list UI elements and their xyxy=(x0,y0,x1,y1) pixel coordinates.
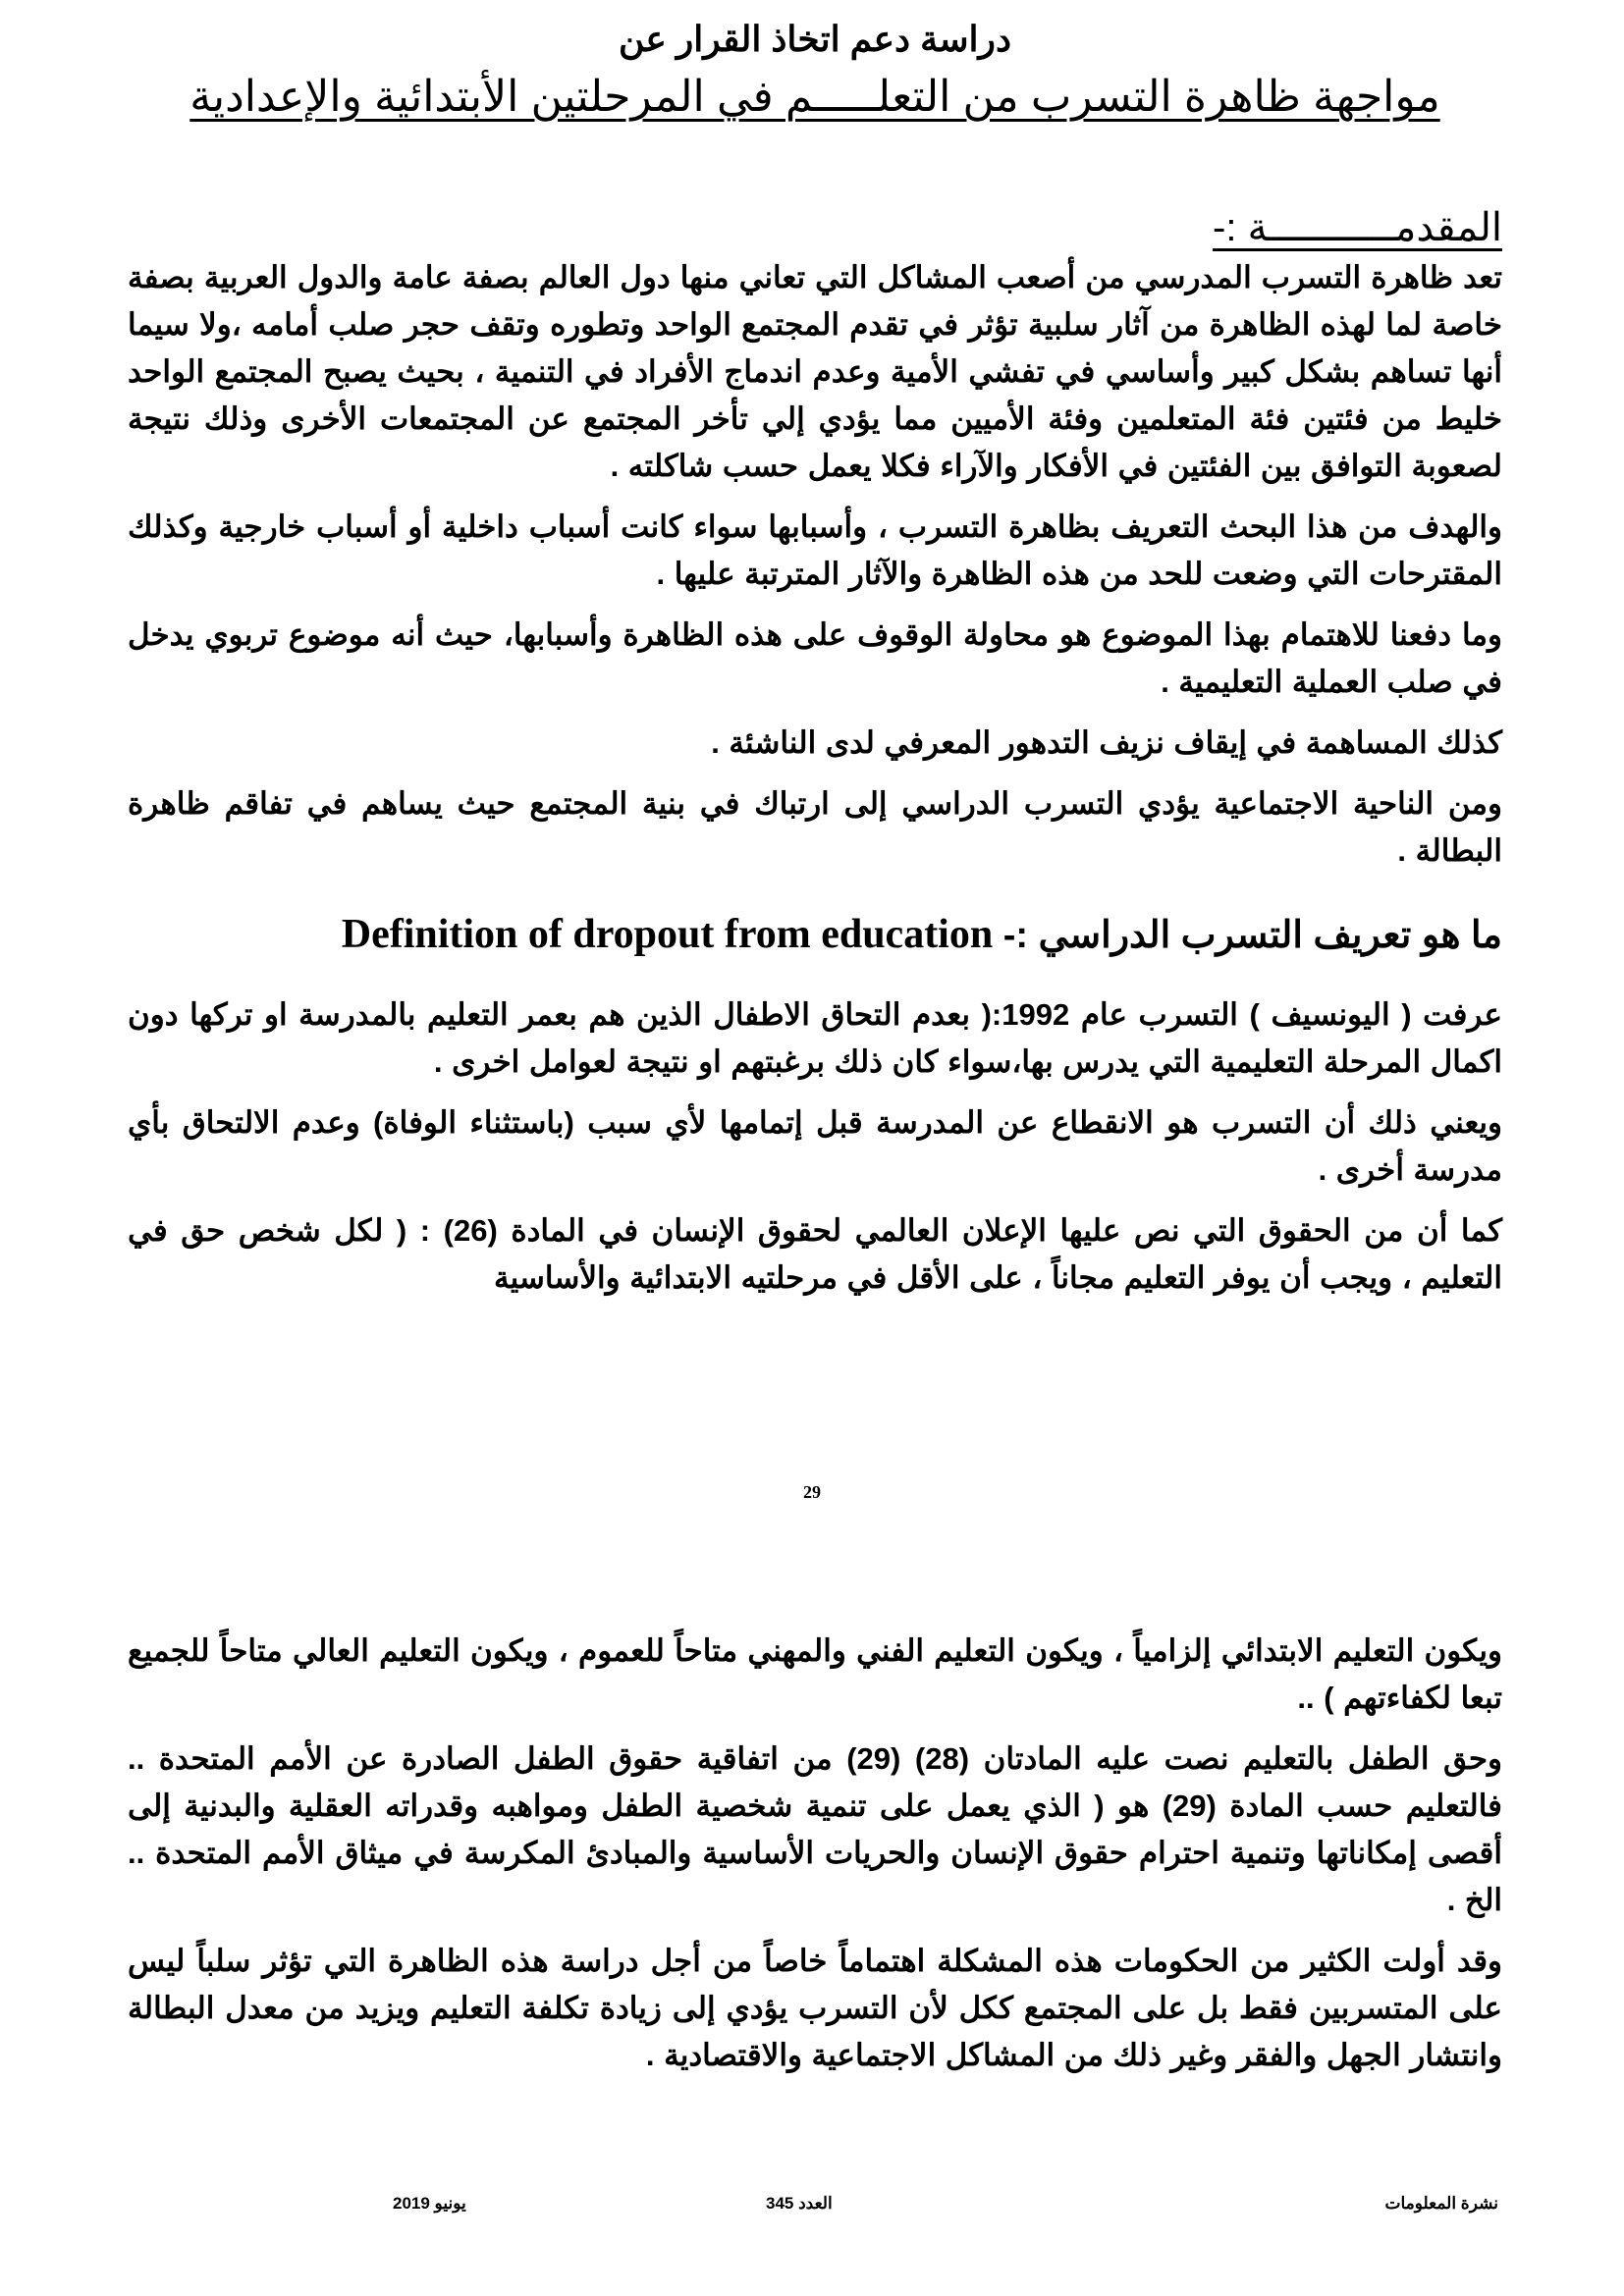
definition-heading xyxy=(128,908,1502,962)
first-page-body xyxy=(128,201,1502,1302)
document-subtitle: مواجهة ظاهرة التسرب من التعلـــــم في المرحلتين الأبتدائية والإعدادية xyxy=(189,73,1440,121)
intro-paragraph: والهدف من هذا البحث التعريف بظاهرة التسرب ، وأسبابها سواء كانت أسباب داخلية أو أسباب خارجية وكذلك المقترحات التي وضعت للحد من هذه الظاهرة والآثار المترتبة عليها . xyxy=(128,509,1502,591)
document-title: دراسة دعم اتخاذ القرار عن xyxy=(619,19,1011,59)
footer-issue: العدد 345 xyxy=(766,2194,833,2213)
continuation-paragraph: وحق الطفل بالتعليم نصت عليه المادتان (28) (29) من اتفاقية حقوق الطفل الصادرة عن الأمم المتحدة .. فالتعليم حسب المادة (29) هو ( الذي يعمل على تنمية شخصية الطفل ومواهبه وقدراته العقلية والبدنية إلى أقصى إمكاناتها وتنمية احترام حقوق الإنسان والحريات الأساسية والمبادئ المكرسة في ميثاق الأمم المتحدة .. الخ . xyxy=(128,1741,1502,1917)
definition-heading-arabic: ما هو تعريف التسرب الدراسي :- xyxy=(993,915,1502,956)
definition-paragraph: عرفت ( اليونسيف ) التسرب عام 1992:( بعدم التحاق الاطفال الذين هم بعمر التعليم بالمدرسة او تركها دون اكمال المرحلة التعليمية التي يدرس بها،سواء كان ذلك برغبتهم او نتيجة لعوامل اخرى . xyxy=(128,997,1502,1079)
page-number: 29 xyxy=(803,1482,821,1502)
footer-publication: نشرة المعلومات xyxy=(1384,2194,1498,2213)
continuation-paragraph: ويكون التعليم الابتدائي إلزامياً ، ويكون التعليم الفني والمهني متاحاً للعموم ، ويكون التعليم العالي متاحاً للجميع تبعا لكفاءتهم ) .. xyxy=(128,1633,1502,1715)
intro-paragraph: كذلك المساهمة في إيقاف نزيف التدهور المعرفي لدى الناشئة . xyxy=(711,725,1502,760)
intro-paragraph: وما دفعنا للاهتمام بهذا الموضوع هو محاولة الوقوف على هذه الظاهرة وأسبابها، حيث أنه موضوع تربوي يدخل في صلب العملية التعليمية . xyxy=(128,617,1502,699)
intro-paragraph: ومن الناحية الاجتماعية يؤدي التسرب الدراسي إلى ارتباك في بنية المجتمع حيث يساهم في تفاقم ظاهرة البطالة . xyxy=(128,786,1502,868)
page-footer xyxy=(0,2192,1624,2221)
intro-heading: المقدمـــــــــــة :- xyxy=(1213,206,1502,249)
definition-paragraph: ويعني ذلك أن التسرب هو الانقطاع عن المدرسة قبل إتمامها لأي سبب (باستثناء الوفاة) وعدم الالتحاق بأي مدرسة أخرى . xyxy=(128,1105,1502,1187)
second-page-body xyxy=(128,1628,1502,2079)
definition-paragraph: كما أن من الحقوق التي نص عليها الإعلان العالمي لحقوق الإنسان في المادة (26) : ( لكل شخص حق في التعليم ، ويجب أن يوفر التعليم مجاناً ، على الأقل في مرحلتيه الابتدائية والأساسية xyxy=(128,1213,1503,1295)
definition-heading-english: Definition of dropout from education xyxy=(341,912,994,957)
continuation-paragraph: وقد أولت الكثير من الحكومات هذه المشكلة اهتماماً خاصاً من أجل دراسة هذه الظاهرة التي تؤثر سلباً ليس على المتسربين فقط بل على المجتمع ككل لأن التسرب يؤدي إلى زيادة تكلفة التعليم ويزيد من معدل البطالة وانتشار الجهل والفقر وغير ذلك من المشاكل الاجتماعية والاقتصادية . xyxy=(128,1944,1502,2072)
footer-date: يونيو 2019 xyxy=(393,2194,466,2213)
intro-paragraph: تعد ظاهرة التسرب المدرسي من أصعب المشاكل التي تعاني منها دول العالم بصفة عامة والدول العربية بصفة خاصة لما لهذه الظاهرة من آثار سلبية تؤثر في تقدم المجتمع الواحد وتطوره وتقف حجر صلب أمامه ،ولا سيما أنها تساهم بشكل كبير وأساسي في تفشي الأمية وعدم اندماج الأفراد في التنمية ، بحيث يصبح المجتمع الواحد خليط من فئتين فئة المتعلمين وفئة الأميين مما يؤدي إلي تأخر المجتمع عن المجتمعات الأخرى وذلك نتيجة لصعوبة التوافق بين الفئتين في الأفكار والآراء فكلا يعمل حسب شاكلته . xyxy=(128,260,1502,483)
